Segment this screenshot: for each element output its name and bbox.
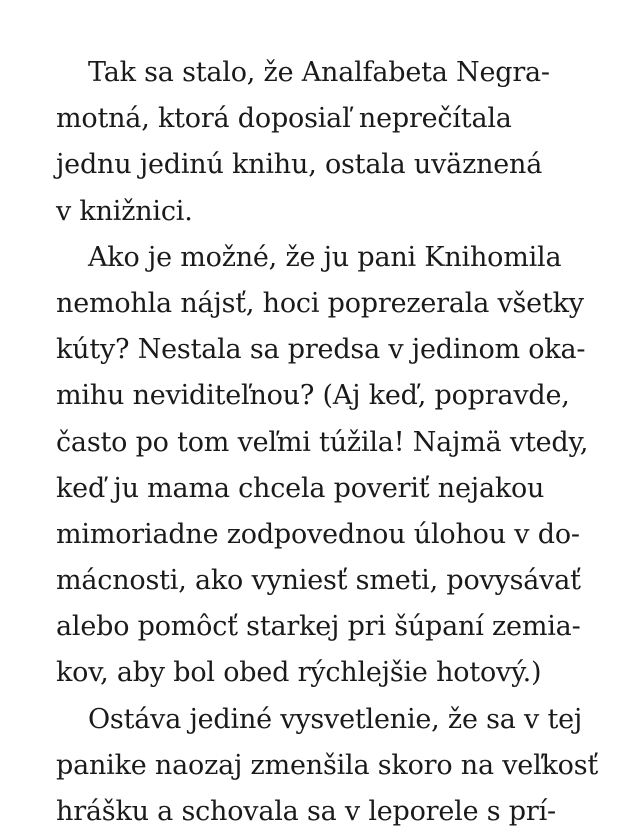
paragraph-3-line-3: hrášku a schovala sa v leporele s prí-	[56, 796, 556, 827]
book-page-text	[56, 50, 599, 835]
paragraph-2-line-1: Ako je možné, že ju pani Knihomila	[88, 241, 562, 273]
paragraph-2-line-4: mihu neviditeľnou? (Aj keď, popravde,	[56, 380, 570, 412]
paragraph-1-line-1: Tak sa stalo, že Analfabeta Negra-	[88, 57, 550, 88]
paragraph-2-line-5: často po tom veľmi túžila! Najmä vtedy,	[56, 426, 589, 458]
paragraph-3-line-2: panike naozaj zmenšila skoro na veľkosť	[56, 749, 599, 781]
paragraph-1-line-2: motná, ktorá doposiaľ neprečítala	[56, 103, 512, 135]
paragraph-1-line-4: v knižnici.	[56, 195, 193, 227]
paragraph-2-line-3: kúty? Nestala sa predsa v jedinom oka-	[56, 334, 586, 366]
paragraph-2-line-8: mácnosti, ako vyniesť smeti, povysávať	[56, 565, 581, 597]
paragraph-1-line-3: jednu jedinú knihu, ostala uväznená	[56, 149, 543, 181]
paragraph-2-line-6: keď ju mama chcela poveriť nejakou	[56, 472, 545, 504]
paragraph-2-line-7: mimoriadne zodpovednou úlohou v do-	[56, 518, 580, 550]
paragraph-2-line-2: nemohla nájsť, hoci poprezerala všetky	[56, 287, 584, 319]
paragraph-2-line-9: alebo pomôcť starkej pri šúpaní zemia-	[56, 611, 581, 643]
paragraph-2-line-10: kov, aby bol obed rýchlejšie hotový.)	[56, 657, 542, 689]
paragraph-3-line-1: Ostáva jediné vysvetlenie, že sa v tej	[88, 703, 583, 735]
